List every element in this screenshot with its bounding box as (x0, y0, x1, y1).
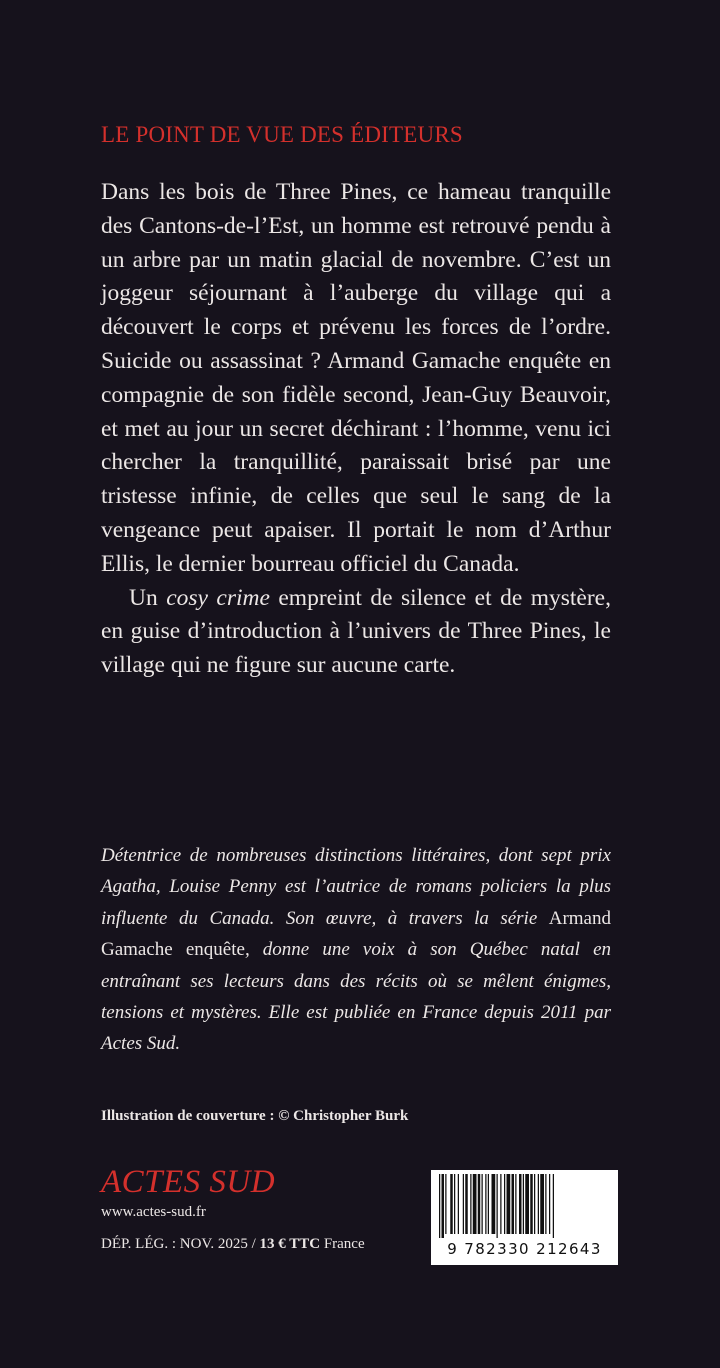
barcode-bar (525, 1174, 529, 1234)
bio-series-title: Armand Gamache enquête (101, 907, 611, 961)
barcode-bar (497, 1174, 498, 1238)
heading: LE POINT DE VUE DES ÉDITEURS (101, 122, 463, 147)
blurb-paragraph-2 (101, 582, 611, 683)
publisher-url: www.actes-sud.fr (101, 1204, 206, 1220)
barcode-bar (523, 1174, 524, 1234)
legal-suffix: France (320, 1236, 365, 1252)
barcode-bar (454, 1174, 455, 1234)
barcode-bar (442, 1174, 445, 1238)
legal-info (101, 1236, 365, 1253)
barcode-bar (519, 1174, 522, 1234)
barcode-bar (463, 1174, 464, 1234)
barcode-bar (507, 1174, 511, 1234)
blurb-paragraph-1: Dans les bois de Three Pines, ce hameau tranquille des Cantons-de-l’Est, un homme est retrouvé pendu à un arbre par un matin glacial de novembre. C’est un joggeur séjournant à l’auberge du village qui a découvert le corps et prévenu les forces de l’ordre. Suicide ou assassinat ? Armand Gamache enquête en compagnie de son fidèle second, Jean-Guy Beauvoir, et met au jour un secret déchirant : l’homme, venu ici chercher la tranquillité, paraissait brisé par une tristesse infinie, de celles que seul le sang de la vengeance peut apaiser. Il portait le nom d’Arthur Ellis, le dernier bourreau officiel du Canada. (101, 179, 611, 577)
barcode-bar (482, 1174, 483, 1234)
barcode-bar (540, 1174, 544, 1234)
barcode-bar (458, 1174, 459, 1234)
barcode-bar (485, 1174, 486, 1234)
isbn-number: 9 782330 212643 (447, 1240, 602, 1258)
barcode-bar (492, 1174, 496, 1234)
barcode-bar (478, 1174, 481, 1234)
barcode-bar (450, 1174, 453, 1234)
author-bio (101, 840, 611, 1060)
barcode-box (431, 1170, 618, 1265)
blurb-p2-lead: Un (129, 584, 167, 611)
blurb (101, 176, 611, 683)
barcode-bar (488, 1174, 489, 1234)
barcode-bar (534, 1174, 535, 1234)
price: 13 € TTC (259, 1236, 321, 1252)
blurb-p2-rest: empreint de silence et de mystère, en guise d’introduction à l’univers de Three Pines, le village qui ne figure sur aucune carte. (101, 584, 611, 679)
barcode-bar (538, 1174, 539, 1234)
barcode-bar (553, 1174, 554, 1238)
legal-prefix: DÉP. LÉG. : NOV. 2025 / (101, 1236, 260, 1252)
barcode-bar (530, 1174, 533, 1234)
barcode-bar (545, 1174, 546, 1234)
barcode-bar (470, 1174, 471, 1234)
barcode-bar (473, 1174, 477, 1234)
barcode-bar (512, 1174, 515, 1234)
barcode-bar (439, 1174, 440, 1238)
barcode-bar (465, 1174, 468, 1234)
blurb-p2-emphasis: cosy crime (166, 584, 270, 611)
barcode-bar (445, 1174, 446, 1234)
barcode-bar (500, 1174, 501, 1234)
barcode-bar (549, 1174, 550, 1234)
publisher-logo: ACTES SUD (101, 1164, 276, 1200)
bio-part-2: , donne une voix à son Québec natal en entraînant ses lecteurs dans des récits où se mêlent énigmes, tensions et mystères. Elle est publiée en France depuis 2011 par Actes Sud. (101, 939, 612, 1055)
barcode-bar (504, 1174, 505, 1234)
barcode-icon (439, 1174, 610, 1238)
cover-credit: Illustration de couverture : © Christopher Burk (101, 1108, 409, 1124)
bio-part-1: Détentrice de nombreuses distinctions littéraires, dont sept prix Agatha, Louise Penny est l’autrice de romans policiers la plus influente du Canada. Son œuvre, à travers la série (101, 845, 611, 929)
barcode-bar (515, 1174, 516, 1234)
